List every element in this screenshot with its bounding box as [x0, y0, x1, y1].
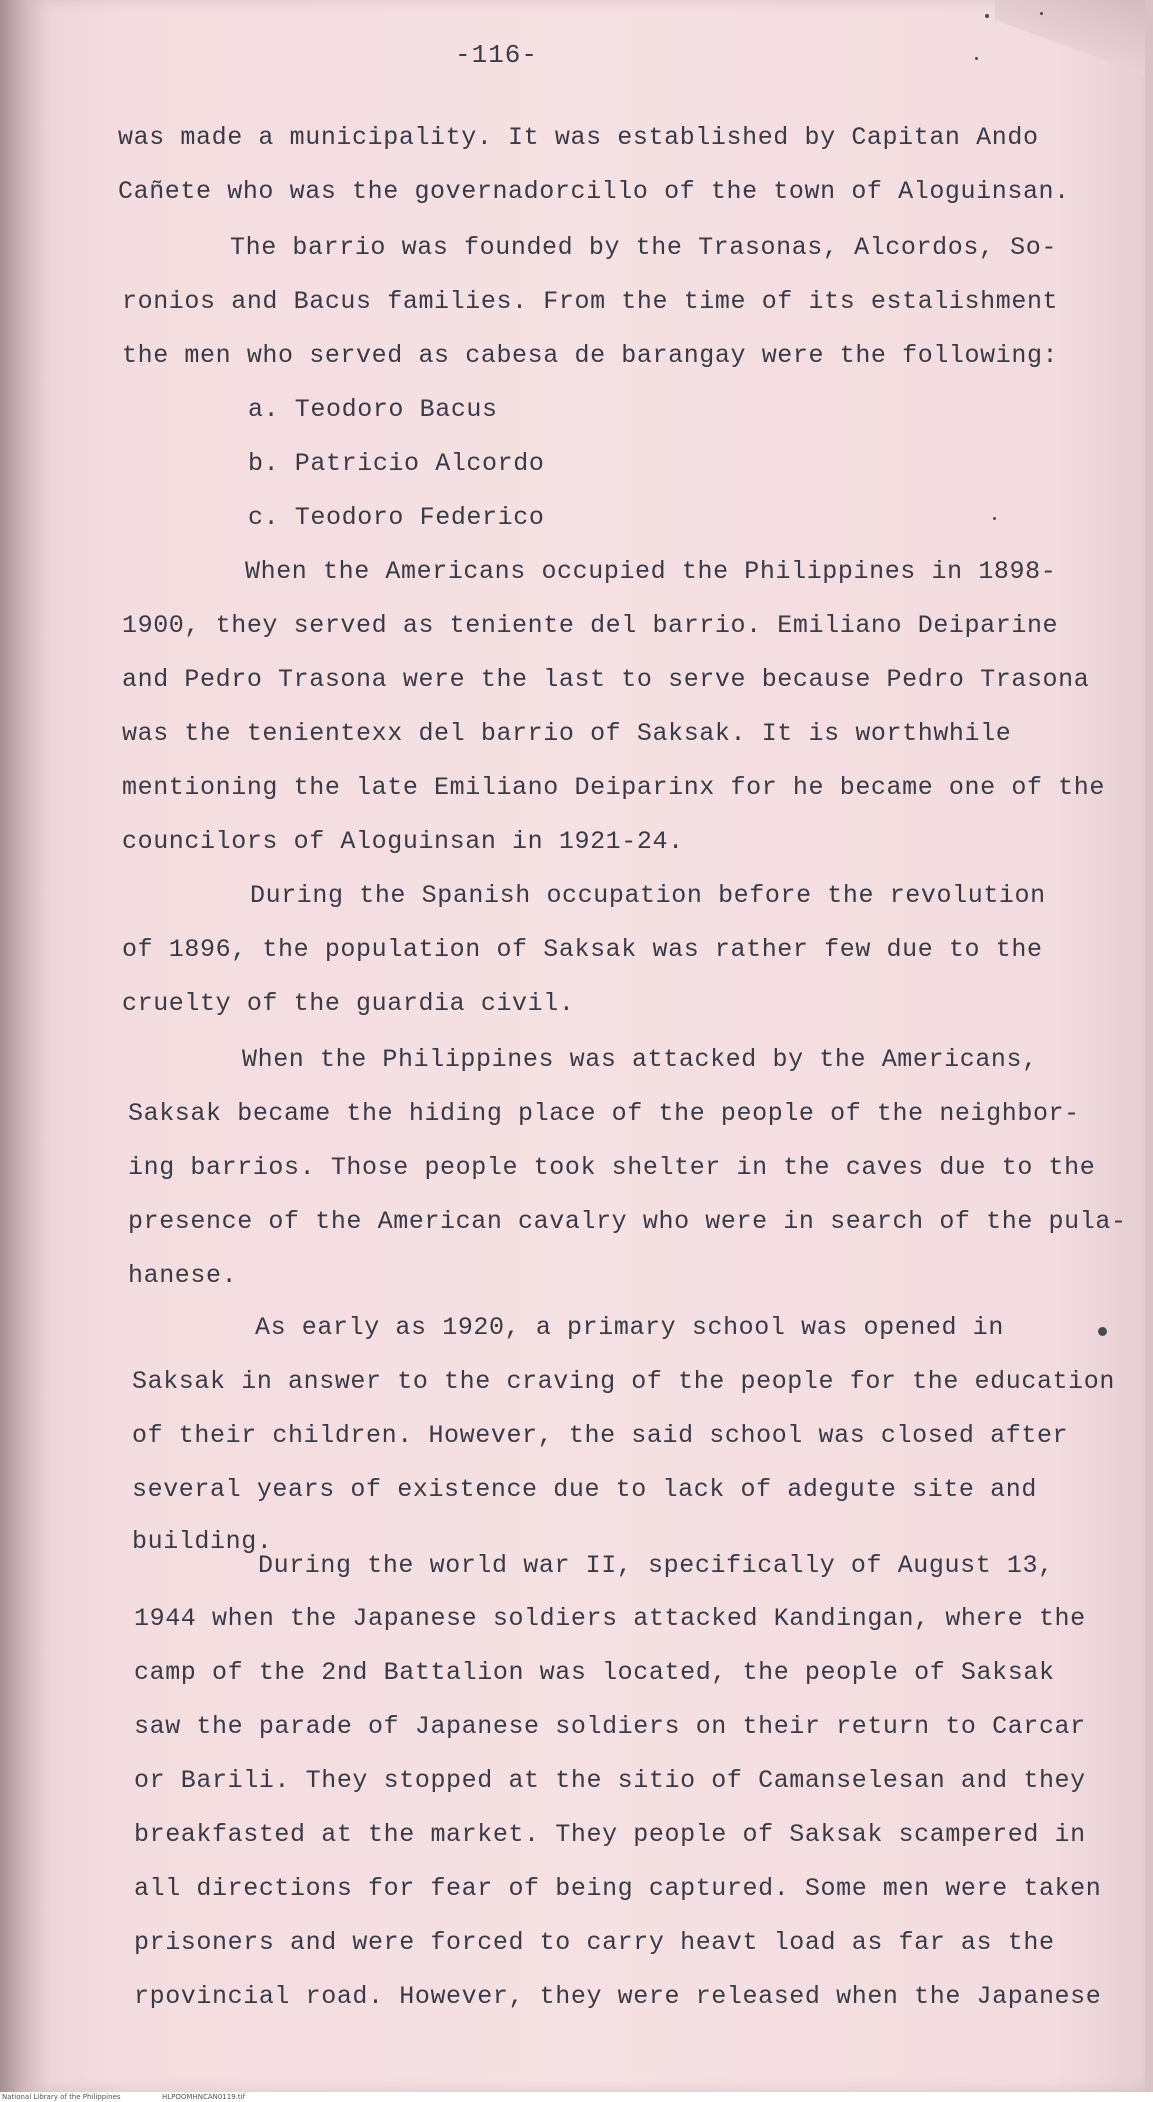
text-line: camp of the 2nd Battalion was located, the people of Saksak [134, 1658, 1055, 1687]
text-line: the men who served as cabesa de barangay were the following: [122, 341, 1059, 370]
list-item: b. Patricio Alcordo [248, 449, 545, 478]
list-item: c. Teodoro Federico [248, 503, 545, 532]
speck-mark [1040, 12, 1043, 15]
text-line: ing barrios. Those people took shelter in the caves due to the [128, 1153, 1096, 1182]
text-line: of their children. However, the said school was closed after [132, 1421, 1069, 1450]
text-line: or Barili. They stopped at the sitio of Camanselesan and they [134, 1766, 1086, 1795]
text-line: As early as 1920, a primary school was opened in [255, 1313, 1004, 1342]
text-line: ronios and Bacus families. From the time of its estalishment [122, 287, 1059, 316]
text-line: rpovincial road. However, they were released when the Japanese [134, 1982, 1102, 2011]
text-line: The barrio was founded by the Trasonas, Alcordos, So- [230, 233, 1057, 262]
text-line: Cañete who was the governadorcillo of the town of Aloguinsan. [118, 177, 1070, 206]
text-line: 1900, they served as teniente del barrio. Emiliano Deiparine [122, 611, 1059, 640]
footer-library: National Library of the Philippines [2, 2093, 121, 2101]
book-binding-edge [0, 0, 30, 2092]
text-line: cruelty of the guardia civil. [122, 989, 575, 1018]
text-line: presence of the American cavalry who were in search of the pula- [128, 1207, 1127, 1236]
text-line: several years of existence due to lack of adegute site and [132, 1475, 1037, 1504]
text-line: was made a municipality. It was established by Capitan Ando [118, 123, 1039, 152]
text-line: hanese. [128, 1261, 238, 1290]
text-line: During the Spanish occupation before the revolution [250, 881, 1046, 910]
text-line: saw the parade of Japanese soldiers on their return to Carcar [134, 1712, 1086, 1741]
text-line: prisoners and were forced to carry heavt load as far as the [134, 1928, 1055, 1957]
text-line: councilors of Aloguinsan in 1921-24. [122, 827, 684, 856]
speck-mark [975, 57, 978, 60]
speck-mark [985, 14, 989, 18]
text-line: mentioning the late Emiliano Deiparinx for he became one of the [122, 773, 1105, 802]
page-number: -116- [455, 40, 539, 70]
text-line: building. [132, 1527, 273, 1556]
text-line: was the tenientexx del barrio of Saksak. It is worthwhile [122, 719, 1012, 748]
text-line: During the world war II, specifically of August 13, [258, 1551, 1054, 1580]
text-line: Saksak in answer to the craving of the people for the education [132, 1367, 1115, 1396]
footer-file: HLPOOMHNCAN0119.tif [162, 2093, 246, 2101]
text-line: When the Philippines was attacked by the Americans, [242, 1045, 1038, 1074]
text-line: all directions for fear of being captured. Some men were taken [134, 1874, 1102, 1903]
page-corner-fold [995, 0, 1145, 80]
text-line: Saksak became the hiding place of the people of the neighbor- [128, 1099, 1080, 1128]
list-item: a. Teodoro Bacus [248, 395, 498, 424]
text-line: When the Americans occupied the Philippines in 1898- [245, 557, 1057, 586]
text-line: breakfasted at the market. They people of Saksak scampered in [134, 1820, 1086, 1849]
text-line: and Pedro Trasona were the last to serve because Pedro Trasona [122, 665, 1090, 694]
speck-mark [1098, 1327, 1107, 1336]
scan-footer [0, 2092, 1153, 2102]
text-line: 1944 when the Japanese soldiers attacked Kandingan, where the [134, 1604, 1086, 1633]
speck-mark [993, 517, 996, 520]
text-line: of 1896, the population of Saksak was rather few due to the [122, 935, 1043, 964]
